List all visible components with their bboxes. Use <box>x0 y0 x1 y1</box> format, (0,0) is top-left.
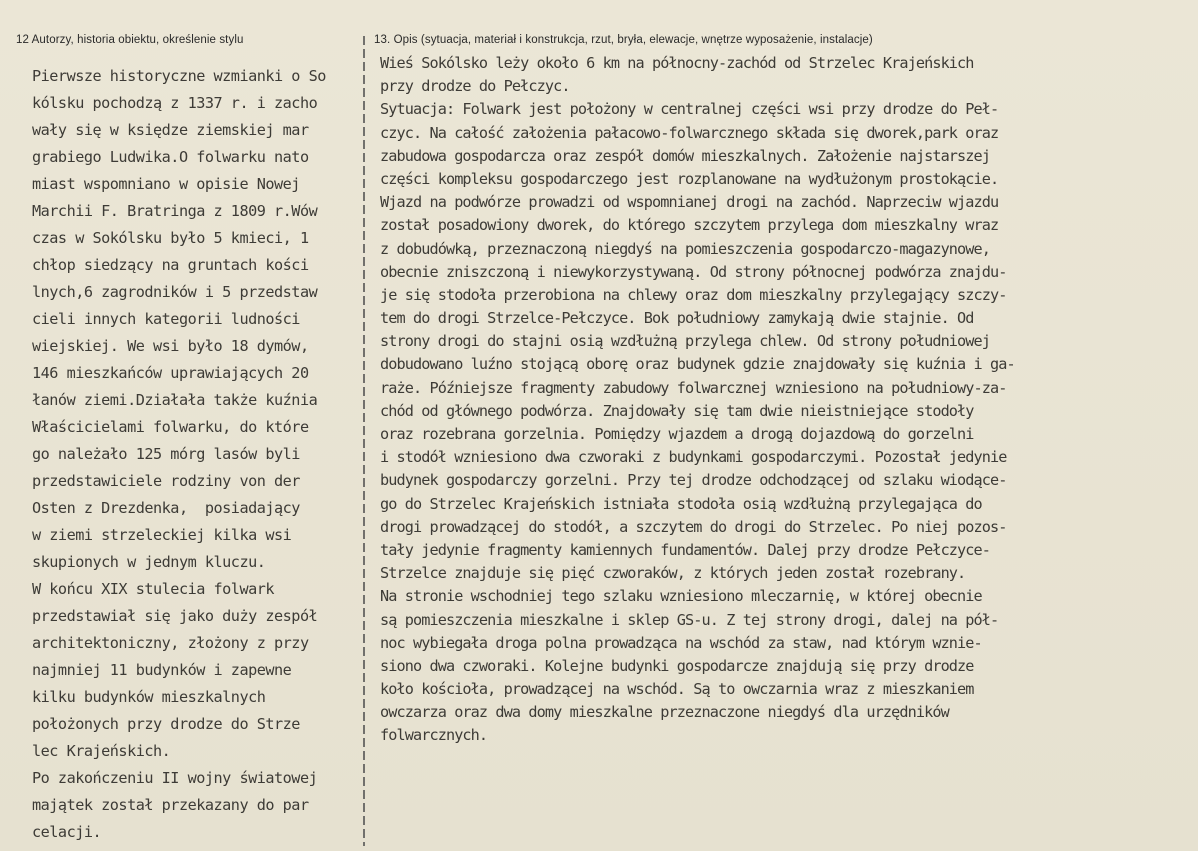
description-text-line: je się stodoła przerobiona na chlewy oraz dom mieszkalny przylegający szczy- <box>380 285 1007 304</box>
history-text-line: chłop siedzący na gruntach kości <box>32 256 309 274</box>
history-text-line: najmniej 11 budynków i zapewne <box>32 661 292 679</box>
history-text-line: przedstawiał się jako duży zespół <box>32 607 318 625</box>
history-text-column <box>32 63 362 846</box>
description-text-line: koło kościoła, prowadzącej na wschód. Są to owczarnia wraz z mieszkaniem <box>380 680 974 699</box>
description-text-line: budynek gospodarczy gorzelni. Przy tej drodze odchodzącej od szlaku wiodące- <box>380 471 1007 490</box>
history-text-line: położonych przy drodze do Strze <box>32 715 300 733</box>
description-text-line: Strzelce znajduje się pięć czworaków, z których jeden został rozebrany. <box>380 564 966 583</box>
history-text-line: grabiego Ludwika.O folwarku nato <box>32 148 309 166</box>
description-text-line: Wjazd na podwórze prowadzi od wspomnianej drogi na zachód. Naprzeciw wjazdu <box>380 193 999 212</box>
history-text-line: skupionych w jednym kluczu. <box>32 553 266 571</box>
section-12-header: 12 Autorzy, historia obiektu, określenie stylu <box>16 34 244 46</box>
history-text-line: Po zakończeniu II wojny światowej <box>32 769 318 787</box>
history-text-line: łanów ziemi.Działała także kuźnia <box>32 391 318 409</box>
description-text-line: chód od głównego podwórza. Znajdowały się tam dwie nieistniejące stodoły <box>380 401 974 420</box>
description-text-line: i stodół wzniesiono dwa czworaki z budynkami gospodarczymi. Pozostał jedynie <box>380 448 1007 467</box>
description-text-line: drogi prowadzącej do stodół, a szczytem do drogi do Strzelec. Po niej pozos- <box>380 517 1007 536</box>
history-text-line: w ziemi strzeleckiej kilka wsi <box>32 526 292 544</box>
history-text-line: lnych,6 zagrodników i 5 przedstaw <box>32 283 318 301</box>
description-text-line: części kompleksu gospodarczego jest rozplanowane na wydłużonym prostokącie. <box>380 169 999 188</box>
description-text-line: Na stronie wschodniej tego szlaku wzniesiono mleczarnię, w której obecnie <box>380 587 982 606</box>
description-text-line: Sytuacja: Folwark jest położony w centralnej części wsi przy drodze do Peł- <box>380 100 999 119</box>
description-text-line: folwarcznych. <box>380 726 488 745</box>
history-text-line: czas w Sokólsku było 5 kmieci, 1 <box>32 229 309 247</box>
history-text-line: cieli innych kategorii ludności <box>32 310 300 328</box>
history-text-line: kilku budynków mieszkalnych <box>32 688 266 706</box>
description-text-line: są pomieszczenia mieszkalne i sklep GS-u. Z tej strony drogi, dalej na pół- <box>380 610 999 629</box>
history-text-line: wały się w księdze ziemskiej mar <box>32 121 309 139</box>
history-text-line: 146 mieszkańców uprawiających 20 <box>32 364 309 382</box>
history-text-line: Właścicielami folwarku, do które <box>32 418 309 436</box>
description-text-line: owczarza oraz dwa domy mieszkalne przeznaczone niegdyś dla urzędników <box>380 703 949 722</box>
column-divider <box>363 36 365 846</box>
section-13-header: 13. Opis (sytuacja, materiał i konstrukcja, rzut, bryła, elewacje, wnętrze wyposażenie, instalacje) <box>374 34 873 46</box>
history-text-line: Marchii F. Bratringa z 1809 r.Wów <box>32 202 318 220</box>
description-text-line: został posadowiony dworek, do którego szczytem przylega dom mieszkalny wraz <box>380 216 999 235</box>
description-text-line: z dobudówką, przeznaczoną niegdyś na pomieszczenia gospodarczo-magazynowe, <box>380 239 991 258</box>
description-text-line: Wieś Sokólsko leży około 6 km na północny-zachód od Strzelec Krajeńskich <box>380 54 974 72</box>
history-text-line: majątek został przekazany do par <box>32 796 309 814</box>
history-text-line: przedstawiciele rodziny von der <box>32 472 300 490</box>
history-text-line: celacji. <box>32 823 102 841</box>
description-text-line: zabudowa gospodarcza oraz zespół domów mieszkalnych. Założenie najstarszej <box>380 146 991 165</box>
description-text-line: strony drogi do stajni osią wzdłużną przylega chlew. Od strony południowej <box>380 332 991 351</box>
description-text-line: go do Strzelec Krajeńskich istniała stodoła osią wzdłużną przylegająca do <box>380 494 982 513</box>
description-text-line: dobudowano luźno stojącą oborę oraz budynek gdzie znajdowały się kuźnia i ga- <box>380 355 1015 374</box>
description-text-line: siono dwa czworaki. Kolejne budynki gospodarcze znajdują się przy drodze <box>380 656 974 675</box>
history-text-line: wiejskiej. We wsi było 18 dymów, <box>32 337 309 355</box>
history-text-line: W końcu XIX stulecia folwark <box>32 580 275 598</box>
history-text-line: lec Krajeńskich. <box>32 742 171 760</box>
history-text-line: go należało 125 mórg lasów byli <box>32 445 300 463</box>
history-text-line: architektoniczny, złożony z przy <box>32 634 309 652</box>
history-text-line: kólsku pochodzą z 1337 r. i zacho <box>32 94 318 112</box>
description-text-line: czyc. Na całość założenia pałacowo-folwarcznego składa się dworek,park oraz <box>380 123 999 142</box>
history-text-line: miast wspomniano w opisie Nowej <box>32 175 300 193</box>
description-text-line: oraz rozebrana gorzelnia. Pomiędzy wjazdem a drogą dojazdową do gorzelni <box>380 425 974 443</box>
description-text-line: tem do drogi Strzelce-Pełczyce. Bok południowy zamykają dwie stajnie. Od <box>380 309 974 328</box>
description-text-column <box>380 52 1170 748</box>
description-text-line: raże. Późniejsze fragmenty zabudowy folwarcznej wzniesiono na południowy-za- <box>380 378 1007 397</box>
description-text-line: przy drodze do Pełczyc. <box>380 77 570 96</box>
history-text-line: Osten z Drezdenka, posiadający <box>32 499 300 517</box>
description-text-line: tały jedynie fragmenty kamiennych fundamentów. Dalej przy drodze Pełczyce- <box>380 540 991 559</box>
description-text-line: obecnie zniszczoną i niewykorzystywaną. Od strony północnej podwórza znajdu- <box>380 262 1007 281</box>
description-text-line: noc wybiegała droga polna prowadząca na wschód za staw, nad którym wznie- <box>380 633 982 652</box>
history-text-line: Pierwsze historyczne wzmianki o So <box>32 67 326 85</box>
